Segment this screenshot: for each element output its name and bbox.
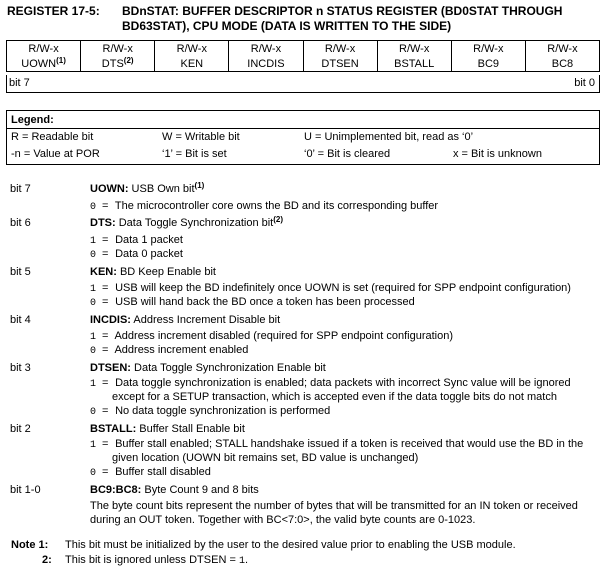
value-code: 1	[90, 379, 97, 390]
legend-unknown: x = Bit is unknown	[453, 148, 542, 160]
description-line-1: BDnSTAT: BUFFER DESCRIPTOR n STATUS REGISTER (BD0STAT THROUGH	[122, 4, 563, 18]
note-1-text: This bit must be initialized by the user to the desired value prior to enabling the USB module.	[65, 539, 516, 551]
value-line: 1 = Data 1 packet	[90, 234, 183, 247]
field-desc: Data Toggle Synchronization bit	[115, 217, 274, 229]
msb-label: bit 7	[9, 77, 30, 89]
footnote-ref: (1)	[56, 55, 66, 65]
value-text: USB will hand back the BD once a token has been processed	[115, 296, 415, 308]
legend-readable: R = Readable bit	[11, 131, 94, 143]
register-description	[122, 4, 602, 34]
value-line: 0 = Address increment enabled	[90, 344, 249, 357]
value-code: 0	[90, 407, 97, 418]
bit-field-title	[90, 423, 245, 435]
value-code: 0	[90, 468, 97, 479]
value-line: 1 = Data toggle synchronization is enabled; data packets with incorrect Sync value will be ignored	[90, 377, 571, 390]
lsb-label: bit 0	[574, 77, 595, 89]
note-label: 2:	[42, 554, 52, 566]
value-code: 0	[90, 202, 97, 213]
bit-name-cell: BSTALL	[377, 56, 451, 72]
field-name: UOWN:	[90, 183, 129, 195]
bit-name-cell: DTSEN	[303, 56, 377, 72]
value-text: Data 0 packet	[115, 248, 183, 260]
legend-set: ‘1’ = Bit is set	[162, 148, 227, 160]
note-period: .	[244, 554, 249, 566]
field-desc: Address Increment Disable bit	[130, 314, 281, 326]
legend-unimplemented: U = Unimplemented bit, read as ‘0’	[304, 131, 474, 143]
description-line-2: BD63STAT), CPU MODE (DATA IS WRITTEN TO THE SIDE)	[122, 19, 452, 33]
bit-field-title	[90, 314, 280, 326]
value-text: Data 1 packet	[115, 234, 183, 246]
bit-name: UOWN	[21, 57, 57, 70]
bit-field-title	[90, 217, 283, 229]
field-desc: Byte Count 9 and 8 bits	[141, 484, 259, 496]
bit-label: bit 5	[10, 266, 31, 278]
footnote-ref: (1)	[194, 181, 205, 190]
bit-name-cell: BC8	[525, 56, 599, 72]
field-name: BSTALL:	[90, 423, 137, 435]
value-code: 0	[90, 298, 97, 309]
bit-label: bit 3	[10, 362, 31, 374]
bit-name-cell: BC9	[451, 56, 525, 72]
value-line: 0 = No data toggle synchronization is performed	[90, 405, 331, 418]
value-text: Address increment disabled (required for SPP endpoint configuration)	[114, 330, 453, 342]
bit-label: bit 4	[10, 314, 31, 326]
field-name: DTS:	[90, 217, 116, 229]
note-1-label	[11, 539, 48, 551]
bit-name: DTS	[101, 57, 124, 70]
access-cell: R/W-x	[81, 41, 155, 57]
note-value: 1	[238, 556, 245, 567]
bit-label: bit 7	[10, 183, 31, 195]
value-text: USB will keep the BD indefinitely once UOWN is set (required for SPP endpoint configuration)	[115, 282, 571, 294]
legend-divider	[7, 128, 599, 129]
value-line: 0 = The microcontroller core owns the BD and its corresponding buffer	[90, 200, 439, 213]
bit-label: bit 1-0	[10, 484, 41, 496]
value-code: 1	[90, 440, 97, 451]
value-text: The microcontroller core owns the BD and its corresponding buffer	[114, 200, 439, 212]
value-continuation: except for a SETUP transaction, which is accepted even if the data toggle bits do not match	[112, 391, 557, 403]
note-text: This bit is ignored unless DTSEN =	[65, 554, 239, 566]
field-desc: BD Keep Enable bit	[116, 266, 216, 278]
field-body-line: during an OUT token. Together with BC<7:0>, the valid byte counts are 0-1023.	[90, 514, 476, 526]
footnote-ref: (2)	[123, 55, 134, 65]
value-line: 0 = USB will hand back the BD once a token has been processed	[90, 296, 415, 309]
legend-por: -n = Value at POR	[11, 148, 100, 160]
bit-field-title	[90, 362, 326, 374]
field-desc: Data Toggle Synchronization Enable bit	[130, 362, 326, 374]
bit-table	[6, 40, 600, 72]
legend-cleared: ‘0’ = Bit is cleared	[304, 148, 391, 160]
register-number: REGISTER 17-5:	[7, 4, 100, 18]
access-cell: R/W-x	[155, 41, 229, 57]
access-cell: R/W-x	[303, 41, 377, 57]
bit-field-title	[90, 183, 204, 195]
value-code: 1	[90, 236, 97, 247]
access-cell: R/W-x	[451, 41, 525, 57]
legend-box	[6, 110, 600, 165]
field-name: KEN:	[90, 266, 117, 278]
value-continuation: given location (UOWN bit remains set, BD value is unchanged)	[112, 452, 419, 464]
value-line: 0 = Buffer stall disabled	[90, 466, 211, 479]
value-code: 0	[90, 346, 97, 357]
value-text: Address increment enabled	[114, 344, 249, 356]
value-code: 1	[90, 332, 97, 343]
field-body-line: The byte count bits represent the number of bytes that will be transmitted for an IN token or received	[90, 500, 578, 512]
bit-name-cell: KEN	[155, 56, 229, 72]
bit-label: bit 6	[10, 217, 31, 229]
value-text: Buffer stall enabled; STALL handshake issued if a token is received that would use the BD in the	[115, 438, 584, 450]
value-line: 1 = Address increment disabled (required for SPP endpoint configuration)	[90, 330, 453, 343]
field-name: BC9:BC8:	[90, 484, 142, 496]
field-name: DTSEN:	[90, 362, 131, 374]
bit-field-title	[90, 266, 216, 278]
access-row	[7, 41, 600, 57]
value-text: No data toggle synchronization is performed	[115, 405, 331, 417]
legend-title: Legend:	[11, 114, 54, 126]
value-line: 1 = USB will keep the BD indefinitely once UOWN is set (required for SPP endpoint configuration)	[90, 282, 571, 295]
field-desc: USB Own bit	[128, 183, 195, 195]
bit-order-frame	[6, 75, 600, 93]
value-line: 1 = Buffer stall enabled; STALL handshake issued if a token is received that would use the BD in the	[90, 438, 584, 451]
note-2-text	[65, 554, 248, 567]
bit-name-cell: INCDIS	[229, 56, 303, 72]
access-cell: R/W-x	[7, 41, 81, 57]
value-text: Buffer stall disabled	[115, 466, 211, 478]
access-cell: R/W-x	[377, 41, 451, 57]
value-line: 0 = Data 0 packet	[90, 248, 183, 261]
field-name: INCDIS:	[90, 314, 131, 326]
field-desc: Buffer Stall Enable bit	[136, 423, 245, 435]
bit-name-cell	[7, 56, 81, 72]
access-cell: R/W-x	[525, 41, 599, 57]
value-code: 0	[90, 250, 97, 261]
access-cell: R/W-x	[229, 41, 303, 57]
bit-label: bit 2	[10, 423, 31, 435]
bit-name-cell	[81, 56, 155, 72]
value-code: 1	[90, 284, 97, 295]
bit-field-title	[90, 484, 259, 496]
footnote-ref: (2)	[273, 215, 284, 224]
name-row	[7, 56, 600, 72]
legend-writable: W = Writable bit	[162, 131, 240, 143]
note-2-label	[42, 554, 52, 566]
value-text: Data toggle synchronization is enabled; data packets with incorrect Sync value will be ignored	[115, 377, 571, 389]
note-label: Note 1:	[11, 539, 49, 551]
